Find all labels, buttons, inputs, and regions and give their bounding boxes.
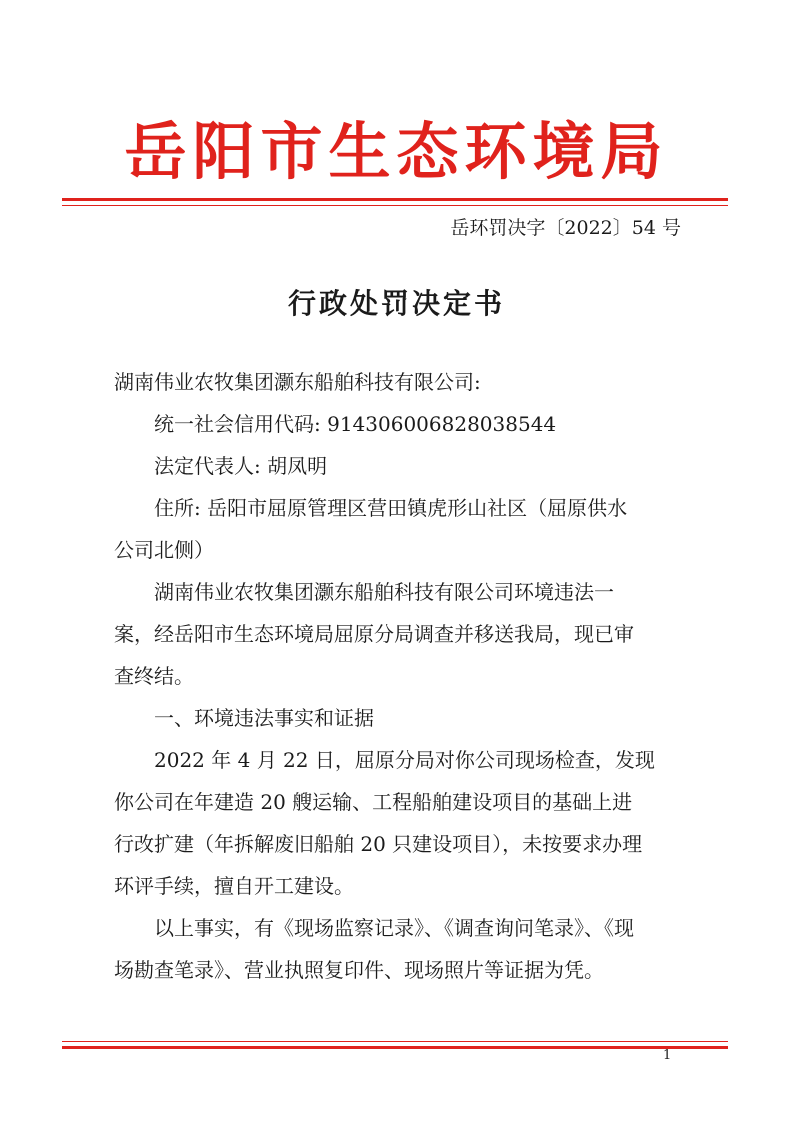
recipient-line: 湖南伟业农牧集团灏东船舶科技有限公司: — [114, 370, 481, 394]
evidence-paragraph-line: 场勘查笔录》、营业执照复印件、现场照片等证据为凭。 — [114, 958, 604, 982]
evidence-paragraph-line: 以上事实，有《现场监察记录》、《调查询问笔录》、《现 — [154, 916, 634, 940]
case-paragraph-line: 查终结。 — [114, 664, 194, 688]
address-line: 住所: 岳阳市屈原管理区营田镇虎形山社区（屈原供水 — [154, 496, 628, 520]
section-heading: 一、环境违法事实和证据 — [154, 706, 374, 730]
header-divider-thick — [62, 198, 728, 201]
document-number: 岳环罚决字〔2022〕54 号 — [450, 217, 681, 239]
agency-header-title: 岳阳市生态环境局 — [124, 115, 669, 188]
header-divider-thin — [62, 205, 728, 206]
legal-representative-line: 法定代表人: 胡凤明 — [154, 454, 328, 478]
document-title: 行政处罚决定书 — [287, 287, 505, 320]
document-body — [114, 361, 684, 991]
facts-paragraph-line: 2022 年 4 月 22 日，屈原分局对你公司现场检查，发现 — [154, 748, 655, 772]
case-paragraph-line: 湖南伟业农牧集团灏东船舶科技有限公司环境违法一 — [154, 580, 614, 604]
facts-paragraph-line: 你公司在年建造 20 艘运输、工程船舶建设项目的基础上进 — [114, 790, 633, 814]
case-paragraph-line: 案，经岳阳市生态环境局屈原分局调查并移送我局，现已审 — [114, 622, 634, 646]
credit-code-line: 统一社会信用代码: 914306006828038544 — [154, 412, 557, 436]
footer-divider-thin — [62, 1041, 728, 1042]
footer-divider-thick — [62, 1046, 728, 1049]
facts-paragraph-line: 行改扩建（年拆解废旧船舶 20 只建设项目），未按要求办理 — [114, 832, 643, 856]
page-number: 1 — [663, 1048, 672, 1063]
address-line-continued: 公司北侧） — [114, 538, 214, 562]
facts-paragraph-line: 环评手续，擅自开工建设。 — [114, 874, 354, 898]
